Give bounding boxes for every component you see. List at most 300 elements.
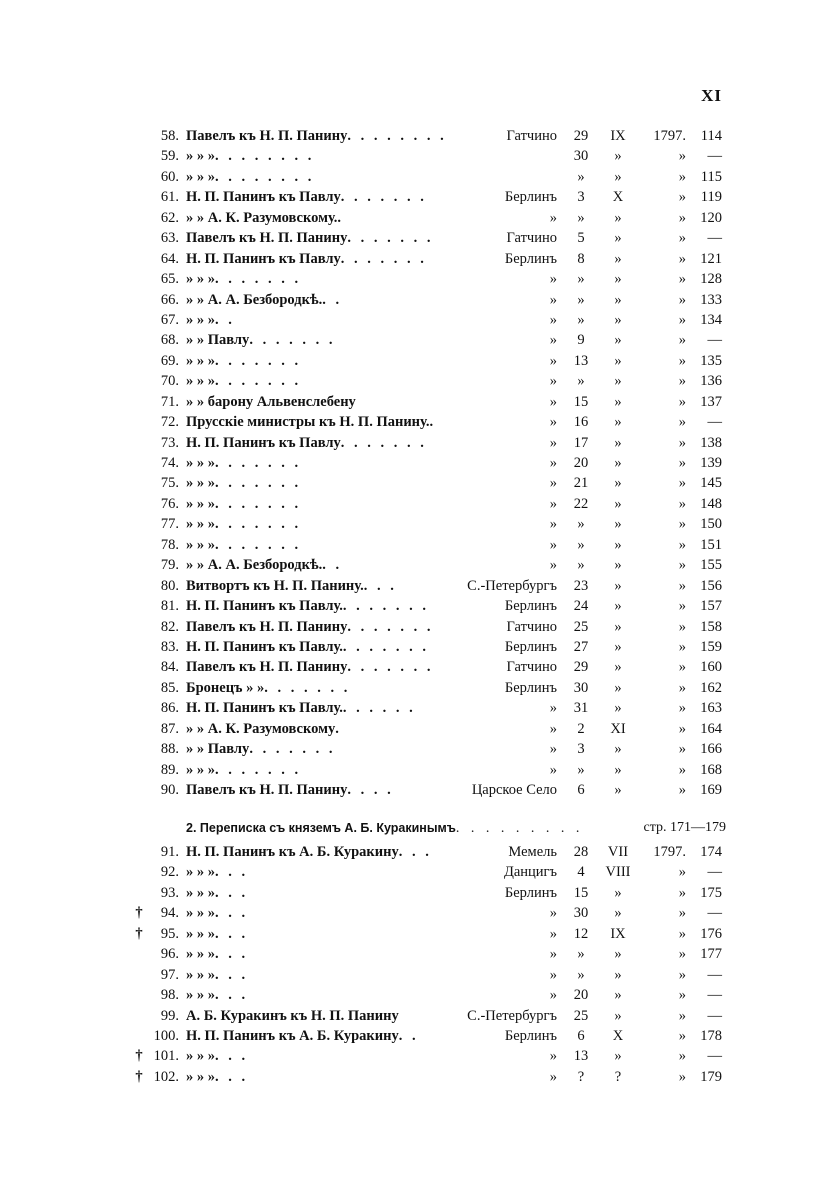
place: » [549, 271, 557, 288]
page-ref: — [707, 1048, 722, 1065]
entry-number: 64. [160, 250, 179, 267]
page-ref: — [707, 414, 722, 431]
page-ref: 175 [700, 884, 722, 901]
list-item [0, 555, 840, 575]
year: » [678, 148, 686, 165]
year: » [678, 638, 686, 655]
place: Царское Село [471, 782, 557, 798]
year: » [678, 250, 686, 267]
leader-dots: . . . . . . . [342, 638, 430, 655]
month: » [614, 414, 622, 431]
correspondents: Павелъ къ Н. П. Панину . . . . . . . . [186, 126, 347, 146]
day: 5 [577, 230, 585, 247]
place: » [549, 373, 557, 390]
entry-number: 86. [160, 700, 179, 717]
leader-dots: . . . . . . . . [215, 168, 315, 185]
list-item [0, 678, 840, 698]
month: » [614, 700, 622, 717]
correspondents: Н. П. Панинъ къ Павлу. . . . . . . . [186, 596, 343, 616]
place: » [549, 761, 557, 778]
leader-dots: . . . . . . . [215, 455, 302, 471]
list-item [0, 453, 840, 473]
page-ref: — [707, 905, 722, 922]
page-ref: 159 [700, 638, 722, 655]
place: » [549, 434, 557, 451]
section-page-range: стр. 171—179 [643, 820, 726, 835]
leader-dots: . . . [215, 884, 249, 901]
month: » [614, 475, 622, 492]
month: » [614, 168, 622, 185]
place: » [549, 987, 557, 1004]
entry-number: 66. [160, 291, 179, 308]
correspondents: » » » . . . . . . . [186, 371, 215, 391]
place: » [549, 495, 557, 512]
day: 30 [573, 905, 589, 922]
day: 13 [573, 1048, 589, 1065]
day: » [577, 271, 585, 288]
list-item [0, 494, 840, 514]
page-ref: 148 [700, 495, 722, 512]
leader-dots: . . . . . . . . [215, 148, 315, 165]
entry-number: 90. [160, 782, 179, 798]
place: » [549, 475, 557, 492]
place: » [549, 1048, 557, 1065]
leader-dots: . . . . . . . [347, 618, 434, 635]
correspondents: » » » . . . [186, 944, 215, 964]
place: Данцигъ [503, 864, 557, 881]
leader-dots: . . . . . . . [215, 373, 302, 390]
page-ref: 162 [700, 679, 722, 696]
day: 21 [573, 475, 589, 492]
year: » [678, 782, 686, 798]
entry-number: 98. [160, 987, 179, 1004]
entry-number: 99. [160, 1007, 179, 1024]
page-ref: 150 [700, 516, 722, 533]
section-title: 2. Переписка съ княземъ А. Б. Куракинымъ [186, 821, 456, 835]
day: 24 [573, 598, 589, 615]
page-ref: 157 [700, 598, 722, 615]
leader-dots: . . . . . . . [340, 250, 427, 267]
page-ref: 160 [700, 659, 722, 676]
place: » [549, 393, 557, 410]
correspondents: » » » . . . . . . . [186, 269, 215, 289]
entry-number: 93. [160, 884, 179, 901]
day: 17 [573, 434, 589, 451]
month: » [614, 741, 622, 758]
list-item [0, 1006, 840, 1026]
entry-number: 62. [160, 209, 179, 226]
correspondence-list-section-1 [0, 126, 840, 800]
leader-dots: . . . [215, 1068, 249, 1085]
place: Берлинъ [504, 189, 557, 206]
list-item [0, 1046, 840, 1066]
correspondents: » » » . . . . . . . . [186, 167, 215, 187]
list-item [0, 903, 840, 923]
section-leader-dots: . . . . . . . . . [455, 821, 584, 836]
year: » [678, 393, 686, 410]
list-item [0, 944, 840, 964]
list-item [0, 862, 840, 882]
list-item [0, 412, 840, 432]
month: » [614, 638, 622, 655]
list-item [0, 514, 840, 534]
entry-number: 88. [160, 741, 179, 758]
place: Мемель [508, 844, 557, 860]
year: » [678, 352, 686, 369]
entry-number: 71. [160, 393, 179, 410]
year: » [678, 414, 686, 431]
page-ref: 158 [700, 618, 722, 635]
place: Берлинъ [504, 1027, 557, 1044]
list-item [0, 617, 840, 637]
list-item [0, 269, 840, 289]
list-item [0, 842, 840, 862]
month: » [614, 332, 622, 349]
day: 28 [573, 844, 589, 860]
entry-number: 58. [160, 128, 179, 144]
entry-number: 60. [160, 168, 179, 185]
year: » [678, 925, 686, 942]
leader-dots: . . . . . . [342, 700, 416, 717]
correspondents: Н. П. Панинъ къ А. Б. Куракину . . [186, 1026, 399, 1046]
day: » [577, 557, 585, 574]
entry-number: 79. [160, 557, 179, 574]
correspondents: Н. П. Панинъ къ А. Б. Куракину . . . [186, 842, 399, 862]
year: » [678, 495, 686, 512]
place: Берлинъ [504, 250, 557, 267]
year: » [678, 720, 686, 737]
month: » [614, 679, 622, 696]
page-ref: 133 [700, 291, 722, 308]
month: » [614, 618, 622, 635]
correspondents: Бронецъ » » . . . . . . . [186, 678, 264, 698]
day: 2 [577, 720, 585, 737]
year: » [678, 598, 686, 615]
place: Гатчино [506, 128, 557, 144]
leader-dots: . . . . . . . [342, 598, 430, 615]
page-ref: — [707, 230, 722, 247]
year: » [678, 516, 686, 533]
correspondents: Павелъ къ Н. П. Панину . . . . . . . [186, 617, 347, 637]
place: » [549, 414, 557, 431]
place: » [549, 720, 557, 737]
year: 1797. [653, 128, 686, 144]
page-ref: — [707, 148, 722, 165]
list-item [0, 433, 840, 453]
list-item [0, 187, 840, 207]
day: » [577, 761, 585, 778]
year: » [678, 189, 686, 206]
month: » [614, 271, 622, 288]
correspondents: » » » . . . . . . . . [186, 146, 215, 166]
list-item [0, 739, 840, 759]
page-ref: 136 [700, 373, 722, 390]
page-ref: 176 [700, 925, 722, 942]
day: 20 [573, 987, 589, 1004]
day: » [577, 516, 585, 533]
day: 29 [573, 128, 589, 144]
list-item [0, 535, 840, 555]
year: » [678, 577, 686, 594]
list-item [0, 167, 840, 187]
correspondence-list-section-2 [0, 842, 840, 1087]
leader-dots: . . . . . . . [215, 271, 302, 288]
month: X [612, 1027, 624, 1044]
leader-dots: . . . [215, 925, 249, 942]
list-item [0, 249, 840, 269]
place: » [549, 1068, 557, 1085]
month: » [614, 373, 622, 390]
entry-number: 100. [153, 1027, 179, 1044]
page-ref: 178 [700, 1027, 722, 1044]
page-ref: — [707, 332, 722, 349]
correspondents: Н. П. Панинъ къ Павлу . . . . . . . [186, 187, 341, 207]
place: С.-Петербургъ [467, 577, 557, 594]
year: » [678, 966, 686, 983]
month: » [614, 884, 622, 901]
day: » [577, 536, 585, 553]
entry-number: 59. [160, 148, 179, 165]
list-item [0, 576, 840, 596]
leader-dots: . . . . . . . . [347, 128, 447, 144]
leader-dots: . . . [215, 946, 249, 963]
year: » [678, 659, 686, 676]
page-ref: 114 [700, 128, 722, 144]
correspondents: Павелъ къ Н. П. Панину . . . . . . . [186, 228, 347, 248]
list-item [0, 657, 840, 677]
entry-number: 78. [160, 536, 179, 553]
leader-dots: . . [215, 311, 235, 328]
month: » [614, 946, 622, 963]
month: » [614, 966, 622, 983]
leader-dots: . . . [363, 577, 397, 594]
correspondents: А. Б. Куракинъ къ Н. П. Панину [186, 1007, 399, 1024]
correspondents: » » А. А. Безбородкѣ. . . [186, 555, 322, 575]
year: » [678, 475, 686, 492]
place: » [549, 352, 557, 369]
day: 15 [573, 884, 589, 901]
day: » [577, 291, 585, 308]
list-item [0, 924, 840, 944]
page-ref: 134 [700, 311, 722, 328]
correspondents: » » барону Альвенслебену [186, 393, 356, 410]
month: » [614, 1048, 622, 1065]
place: С.-Петербургъ [467, 1007, 557, 1024]
leader-dots: . . . . . . . [215, 516, 302, 533]
place: » [549, 700, 557, 717]
year: » [678, 946, 686, 963]
page-ref: 151 [700, 536, 722, 553]
entry-number: 63. [160, 230, 179, 247]
day: » [577, 946, 585, 963]
page-ref: 155 [700, 557, 722, 574]
month: » [614, 230, 622, 247]
year: » [678, 1027, 686, 1044]
day: » [577, 209, 585, 226]
page-ref: 128 [700, 271, 722, 288]
year: » [678, 168, 686, 185]
month: » [614, 455, 622, 471]
place: » [549, 966, 557, 983]
month: X [612, 189, 624, 206]
dagger-mark: † [135, 1048, 143, 1065]
year: » [678, 1068, 686, 1085]
day: 3 [577, 189, 585, 206]
entry-number: 82. [160, 618, 179, 635]
page-ref: 169 [700, 782, 722, 798]
page-ref: 179 [700, 1068, 722, 1085]
page-ref: 120 [700, 209, 722, 226]
dagger-mark: † [135, 1068, 143, 1085]
leader-dots: . . . [215, 864, 249, 881]
year: » [678, 373, 686, 390]
dagger-mark: † [135, 925, 143, 942]
entry-number: 85. [160, 679, 179, 696]
list-item [0, 1026, 840, 1046]
leader-dots: . . . . . . . [215, 352, 302, 369]
dagger-mark: † [135, 905, 143, 922]
correspondents: » » » . . . . . . . [186, 535, 215, 555]
leader-dots: . . . . . . . [347, 659, 434, 676]
page-ref: 121 [700, 250, 722, 267]
entry-number: 80. [160, 577, 179, 594]
leader-dots: . . . . . . . [264, 679, 351, 696]
year: » [678, 271, 686, 288]
page-ref: 145 [700, 475, 722, 492]
leader-dots: . . . . . . . [249, 332, 336, 349]
entry-number: 84. [160, 659, 179, 676]
entry-number: 101. [153, 1048, 179, 1065]
day: 30 [573, 679, 589, 696]
place: » [549, 332, 557, 349]
correspondents: Н. П. Панинъ къ Павлу . . . . . . . [186, 433, 341, 453]
leader-dots: . . . . . . . [340, 434, 427, 451]
leader-dots: . . . . . . . [340, 189, 427, 206]
month: » [614, 905, 622, 922]
correspondents: » » » . . . [186, 1046, 215, 1066]
leader-dots: . . . [215, 905, 249, 922]
month: » [614, 250, 622, 267]
month: » [614, 352, 622, 369]
leader-dots: . . . . . . . [215, 536, 302, 553]
leader-dots: . . . . . . . [215, 475, 302, 492]
month: » [614, 516, 622, 533]
day: » [577, 168, 585, 185]
leader-dots: . . . [215, 987, 249, 1004]
correspondents: » » » . . . [186, 903, 215, 923]
day: 22 [573, 495, 589, 512]
year: » [678, 536, 686, 553]
entry-number: 94. [160, 905, 179, 922]
place: » [549, 946, 557, 963]
entry-number: 73. [160, 434, 179, 451]
page-ref: 135 [700, 352, 722, 369]
leader-dots: . . . . . . . [347, 230, 434, 247]
leader-dots: . . . . . . . [215, 761, 302, 778]
day: 31 [573, 700, 589, 717]
leader-dots: . . . [215, 966, 249, 983]
correspondents: » » А. К. Разумовскому . [186, 719, 335, 739]
leader-dots: . . . . . . . [249, 741, 336, 758]
correspondents: Прусскіе министры къ Н. П. Панину. . [186, 412, 429, 432]
correspondents: » » Павлу . . . . . . . [186, 739, 249, 759]
entry-number: 72. [160, 414, 179, 431]
day: 25 [573, 1007, 589, 1024]
place: » [549, 516, 557, 533]
year: » [678, 332, 686, 349]
correspondents: » » » . . . [186, 924, 215, 944]
year: » [678, 557, 686, 574]
leader-dots: . [335, 720, 342, 737]
month: » [614, 495, 622, 512]
entry-number: 89. [160, 761, 179, 778]
entry-number: 91. [160, 844, 179, 860]
year: » [678, 1048, 686, 1065]
section-heading [186, 818, 726, 838]
page-ref: 137 [700, 393, 722, 410]
day: 13 [573, 352, 589, 369]
correspondents: » » » . . . . . . . [186, 760, 215, 780]
month: » [614, 1007, 622, 1024]
correspondents: Н. П. Панинъ къ Павлу . . . . . . . [186, 249, 341, 269]
entry-number: 92. [160, 864, 179, 881]
day: 4 [577, 864, 585, 881]
year: » [678, 209, 686, 226]
year: 1797. [653, 844, 686, 860]
year: » [678, 679, 686, 696]
correspondents: » » А. А. Безбородкѣ. . . [186, 290, 322, 310]
day: 23 [573, 577, 589, 594]
leader-dots: . . . . [347, 782, 394, 798]
entry-number: 61. [160, 189, 179, 206]
correspondents: Павелъ къ Н. П. Панину . . . . . . . [186, 657, 347, 677]
month: » [614, 209, 622, 226]
list-item [0, 473, 840, 493]
list-item [0, 351, 840, 371]
entry-number: 77. [160, 516, 179, 533]
month: » [614, 393, 622, 410]
month: » [614, 659, 622, 676]
day: 12 [573, 925, 589, 942]
month: » [614, 577, 622, 594]
list-item [0, 965, 840, 985]
month: » [614, 434, 622, 451]
place: » [549, 455, 557, 471]
correspondents: » » » . . . . . . . [186, 494, 215, 514]
list-item [0, 310, 840, 330]
list-item [0, 208, 840, 228]
year: » [678, 230, 686, 247]
month: VII [607, 844, 629, 860]
correspondents: » » » . . . [186, 883, 215, 903]
list-item [0, 883, 840, 903]
day: » [577, 311, 585, 328]
place: Берлинъ [504, 638, 557, 655]
year: » [678, 1007, 686, 1024]
list-item [0, 698, 840, 718]
correspondents: » » » . . [186, 310, 215, 330]
place: » [549, 536, 557, 553]
entry-number: 76. [160, 495, 179, 512]
list-item [0, 760, 840, 780]
month: XI [610, 720, 626, 737]
leader-dots: . . [398, 1027, 419, 1044]
correspondents: » » » . . . [186, 985, 215, 1005]
page-ref: — [707, 966, 722, 983]
year: » [678, 291, 686, 308]
year: » [678, 618, 686, 635]
leader-dots: . . . [398, 844, 432, 860]
